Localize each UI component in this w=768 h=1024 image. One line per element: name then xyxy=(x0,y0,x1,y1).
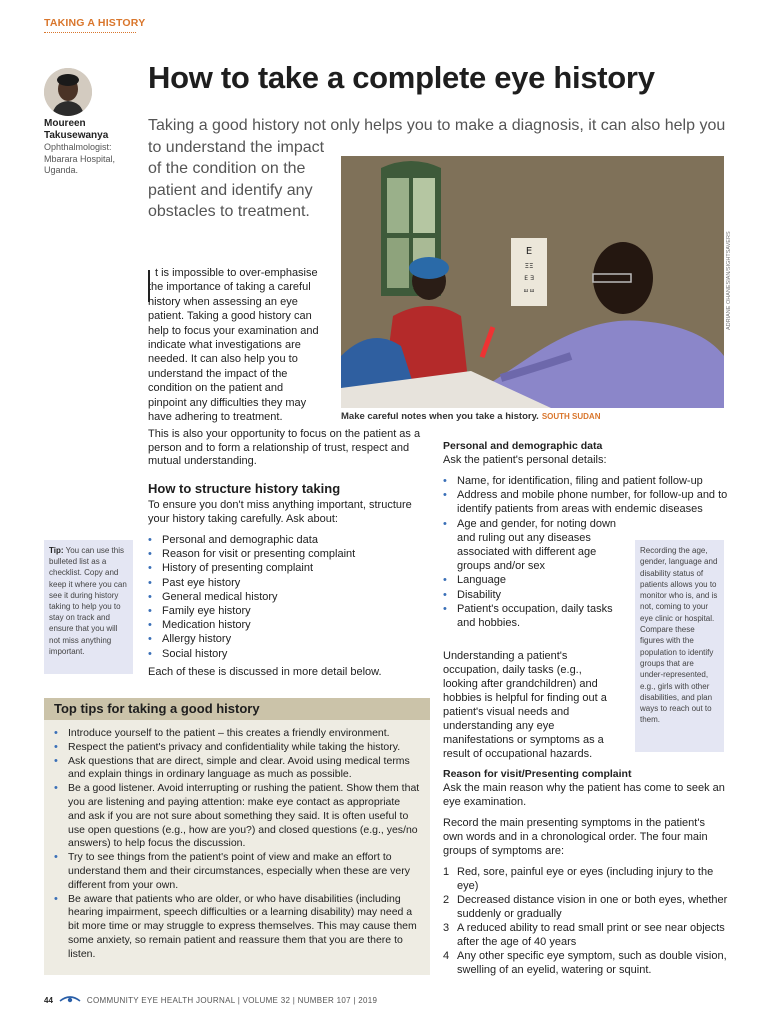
tip-label: Tip: xyxy=(49,546,64,555)
svg-text:ΞΞ: ΞΞ xyxy=(524,262,534,270)
list-item: • Be aware that patients who are older, or who have disabilities (including hearing impairment, speech difficulties or a learning disability) may need a bit more time or may struggle to express themselves. This may cause them some anxiety, so remain patient and reassure them that you are there to listen. xyxy=(54,893,420,962)
list-item: • Medication history xyxy=(148,618,434,632)
list-item: • Reason for visit or presenting complaint xyxy=(148,547,434,561)
understanding-paragraph: Understanding a patient's occupation, daily tasks (e.g., looking after grandchildren) and hobbies is helpful for finding out a patient's visual needs and understanding any eye manifestations or symptoms as a result of occupational hazards. xyxy=(443,650,607,760)
personal-heading: Personal and demographic data xyxy=(443,440,603,452)
list-item: • Language xyxy=(443,573,623,587)
top-tips-heading: Top tips for taking a good history xyxy=(44,698,430,720)
author-photo xyxy=(44,68,92,116)
tip-text: You can use this bulleted list as a checklist. Copy and keep it where you can see it during history taking to help you to stay on track and ensure that you will not miss anything important. xyxy=(49,546,127,656)
caption-text: Make careful notes when you take a history. xyxy=(341,411,539,422)
reason-paragraph-1: Ask the main reason why the patient has come to seek an eye examination. xyxy=(443,782,725,808)
list-item: • General medical history xyxy=(148,590,434,604)
author-role: Ophthalmologist: Mbarara Hospital, Uganda. xyxy=(44,142,116,175)
page-number: 44 xyxy=(44,996,53,1005)
list-item: • Introduce yourself to the patient – this creates a friendly environment. xyxy=(54,727,420,741)
section-divider xyxy=(44,32,136,33)
list-item: • Personal and demographic data xyxy=(148,533,434,547)
list-item: • Allergy history xyxy=(148,632,434,646)
list-item: • Try to see things from the patient's point of view and make an effort to understand them and their circumstances, especially when these are very different from your own. xyxy=(54,851,420,892)
list-item: • Family eye history xyxy=(148,604,434,618)
reason-heading: Reason for visit/Presenting complaint xyxy=(443,768,632,780)
standfirst-line-1: Taking a good history not only helps you to make a diagnosis, it can also help you xyxy=(148,117,726,134)
list-item: • Name, for identification, filing and patient follow-up xyxy=(443,474,728,488)
list-item: • Social history xyxy=(148,647,434,661)
structure-list xyxy=(148,533,434,661)
list-item: • Be a good listener. Avoid interrupting or rushing the patient. Show them that you are listening and paying attention: make eye contact as appropriate and ask if you are not sure about something they said. It is often useful to use open questions (e.g., how are you?) and closed questions (e.g., yes/no answers) to help focus the discussion. xyxy=(54,782,420,851)
svg-text:E: E xyxy=(525,246,533,257)
article-title: How to take a complete eye history xyxy=(148,60,655,95)
photo-caption xyxy=(341,411,731,422)
journal-info: COMMUNITY EYE HEALTH JOURNAL | VOLUME 32 | NUMBER 107 | 2019 xyxy=(86,996,378,1005)
side-note-box: Recording the age, gender, language and disability status of patients allows you to monitor who is, and is not, coming to your eye clinic or hospital. Compare these figures with the population to identify groups that are under-represented, e.g., girls with other disabilities, and plan ways to reach out to them. xyxy=(635,540,724,752)
top-tips-list xyxy=(54,727,420,962)
article-photo xyxy=(341,156,724,408)
standfirst-rest: to understand the impact of the condition on the patient and identify any obstacles to treatment. xyxy=(148,138,325,220)
intro-text: t is impossible to over-emphasise the importance of taking a careful history when assessing an eye patient. Taking a good history can help to focus your examination and indicate what investigations are needed. It can also help you to understand the impact of the condition on the patient and pinpoint any difficulties they may have adhering to treatment. xyxy=(148,267,319,424)
author-name: Moureen Takusewanya xyxy=(44,118,109,141)
caption-location: SOUTH SUDAN xyxy=(541,412,601,421)
reason-paragraph-2: Record the main presenting symptoms in the patient's own words and in a chronological order. The four main groups of symptoms are: xyxy=(443,817,708,857)
list-item: 2 Decreased distance vision in one or both eyes, whether suddenly or gradually xyxy=(443,894,728,920)
intro-paragraph xyxy=(148,266,324,424)
list-item: • Age and gender, for noting down and ruling out any diseases associated with different age groups and/or sex xyxy=(443,517,623,574)
list-item: • Past eye history xyxy=(148,576,434,590)
list-item: 4 Any other specific eye symptom, such as double vision, swelling of an eyelid, watering or squint. xyxy=(443,950,727,976)
page-footer xyxy=(44,995,377,1006)
journal-eye-logo-icon xyxy=(59,995,81,1006)
list-item: • Ask questions that are direct, simple and clear. Avoid using medical terms and explain things in ordinary language as much as possible. xyxy=(54,755,420,783)
focus-paragraph: This is also your opportunity to focus on the patient as a person and to form a relationship of trust, respect and mutual understanding. xyxy=(148,428,421,468)
section-tag: TAKING A HISTORY xyxy=(44,17,146,29)
structure-closing: Each of these is discussed in more detail below. xyxy=(148,666,382,678)
list-item: • Address and mobile phone number, for follow-up and to identify patients from areas with endemic diseases xyxy=(443,488,728,516)
personal-intro: Ask the patient's personal details: xyxy=(443,454,607,466)
symptom-list xyxy=(443,865,728,977)
list-item: • History of presenting complaint xyxy=(148,561,434,575)
list-item: 1 Red, sore, painful eye or eyes (including injury to the eye) xyxy=(443,866,714,892)
list-item: • Respect the patient's privacy and confidentiality while taking the history. xyxy=(54,741,420,755)
list-item: • Disability xyxy=(443,588,623,602)
structure-intro: To ensure you don't miss anything important, structure your history taking carefully. Ask about: xyxy=(148,499,412,525)
list-item: 3 A reduced ability to read small print or see near objects after the age of 40 years xyxy=(443,922,725,948)
svg-text:ш ш: ш ш xyxy=(523,288,535,294)
tip-box xyxy=(44,540,133,674)
svg-text:Ε ∃: Ε ∃ xyxy=(524,275,534,282)
photo-credit: ADRIANE OHANESIAN/SIGHTSAVERS xyxy=(726,231,732,330)
list-item: • Patient's occupation, daily tasks and hobbies. xyxy=(443,602,623,630)
structure-heading: How to structure history taking xyxy=(148,481,341,496)
